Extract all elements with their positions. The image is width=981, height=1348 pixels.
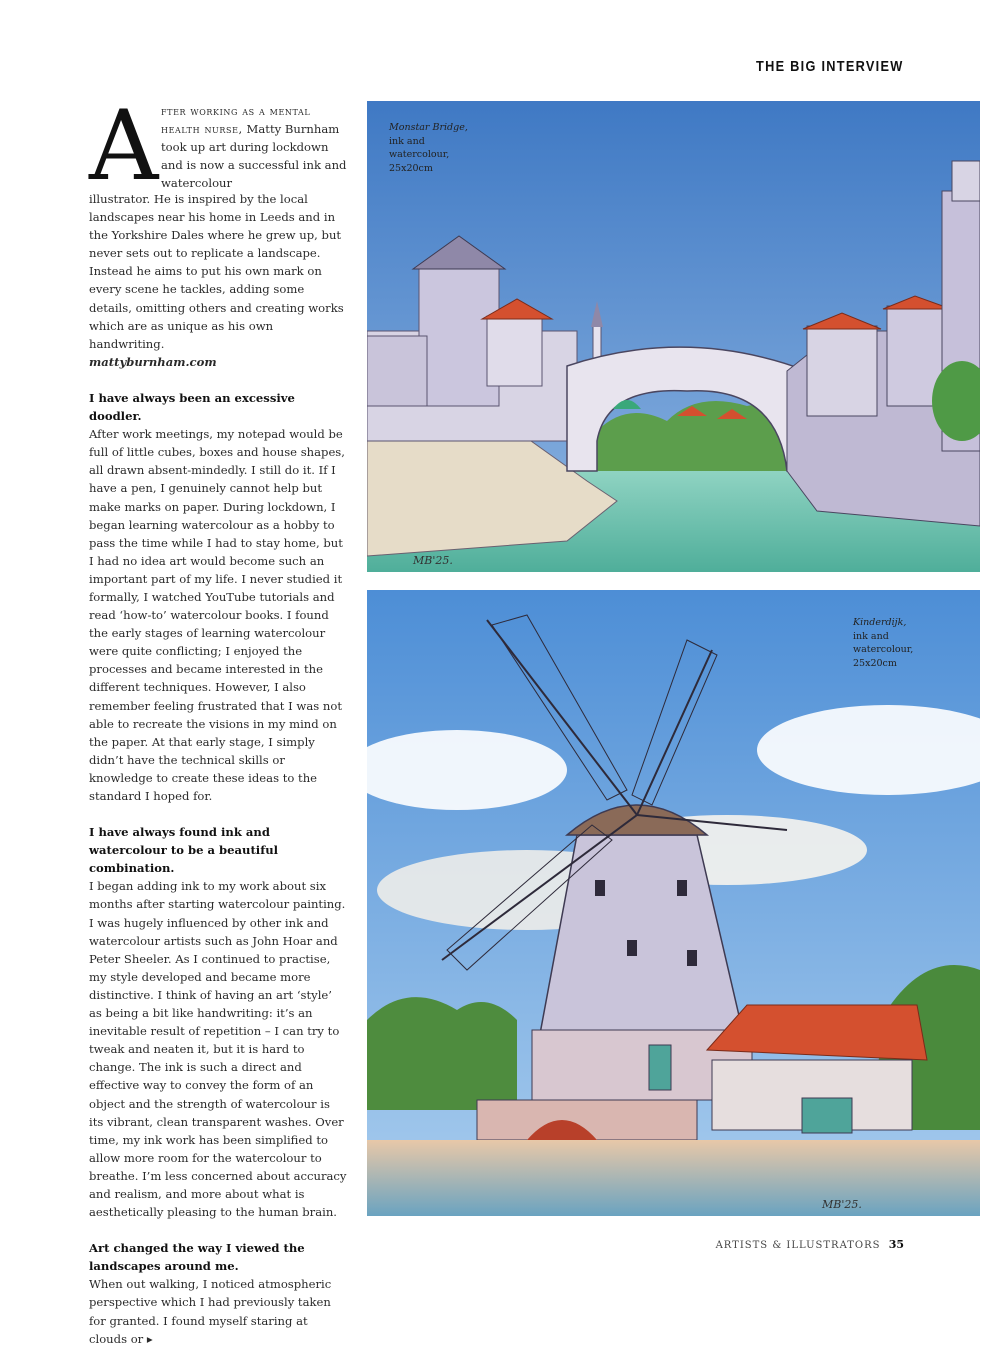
section-heading: I have always been an excessive doodler. [89,390,295,424]
caption-medium: ink and watercolour, [853,630,914,655]
section-body: When out walking, I noticed atmospheric perspective which I had previously taken for granted. I found myself staring at clouds or ▸ [89,1277,332,1346]
lead-paragraph: illustrator. He is inspired by the local landscapes near his home in Leeds and in the Yorkshire Dales where he grew up, but never sets out to replicate a landscape. Instead he aims to put his own mark on every scene he tackles, adding some details, omitting others and creating works which are as unique as his own handwriting. [89,192,344,351]
section-heading: I have always found ink and watercolour to be a beautiful combination. [89,825,279,876]
painting-signature: MB'25. [822,1198,862,1211]
figure-kinderdijk [367,590,980,1216]
caption-title: Monstar Bridge, [389,122,468,133]
caption-size: 25x20cm [853,657,897,669]
lead-paragraph-top [89,90,347,202]
caption-title: Kinderdijk, [853,617,907,628]
lead-smallcaps: fter working as a mental health nurse, [161,104,311,137]
magazine-name: ARTISTS & ILLUSTRATORS [715,1240,881,1251]
page-footer [716,1238,904,1251]
lead-intro [161,102,347,192]
section-body: I began adding ink to my work about six months after starting watercolour painting. I was hugely influenced by other ink and watercolour artists such as John Hoar and Peter Sheeler. As I continued to practise, my style developed and became more distinctive. I think of having an art ‘style’ as being a bit like handwriting: it’s an inevitable result of repetition – I can try to tweak and neaten it, but it is hard to change. The ink is such a direct and effective way to convey the form of an object and the strength of watercolour is its vibrant, clean transparent washes. Over time, my ink work has been simplified to allow more room for the watercolour to breathe. I’m less concerned about accuracy and realism, and more about what is aesthetically pleasing to the human brain. [89,879,347,1220]
painting-signature: MB'25. [413,554,453,567]
section-body: After work meetings, my notepad would be full of little cubes, boxes and house shapes, all drawn absent-mindedly. I still do it. If I have a pen, I genuinely cannot help but make marks on paper. During lockdown, I began learning watercolour as a hobby to pass the time while I had to stay home, but I had no idea art would become such an important part of my life. I never studied it formally, I watched YouTube tutorials and read ‘how-to’ watercolour books. I found the early stages of learning watercolour were quite conflicting; I enjoyed the processes and became interested in the different techniques. However, I also remember feeling frustrated that I was not able to recreate the visions in my mind on the paper. At that early stage, I simply didn’t have the technical skills or knowledge to create these ideas to the standard I hoped for. [89,427,345,803]
windmill-painting [367,590,980,1216]
figure-mostar-bridge [367,101,980,572]
lead-text: Matty Burnham took up art during lockdown and is now a successful ink and watercolour [161,122,347,191]
article-column [89,90,347,1348]
website-link[interactable]: mattyburnham.com [89,354,217,369]
figure-caption [853,616,933,670]
figure-caption [389,121,469,175]
section-title: THE BIG INTERVIEW [756,58,904,75]
drop-cap: A [89,90,159,202]
caption-medium: ink and watercolour, [389,135,450,160]
caption-size: 25x20cm [389,162,433,174]
page-number: 35 [888,1238,904,1251]
section-heading: Art changed the way I viewed the landscapes around me. [89,1241,305,1274]
